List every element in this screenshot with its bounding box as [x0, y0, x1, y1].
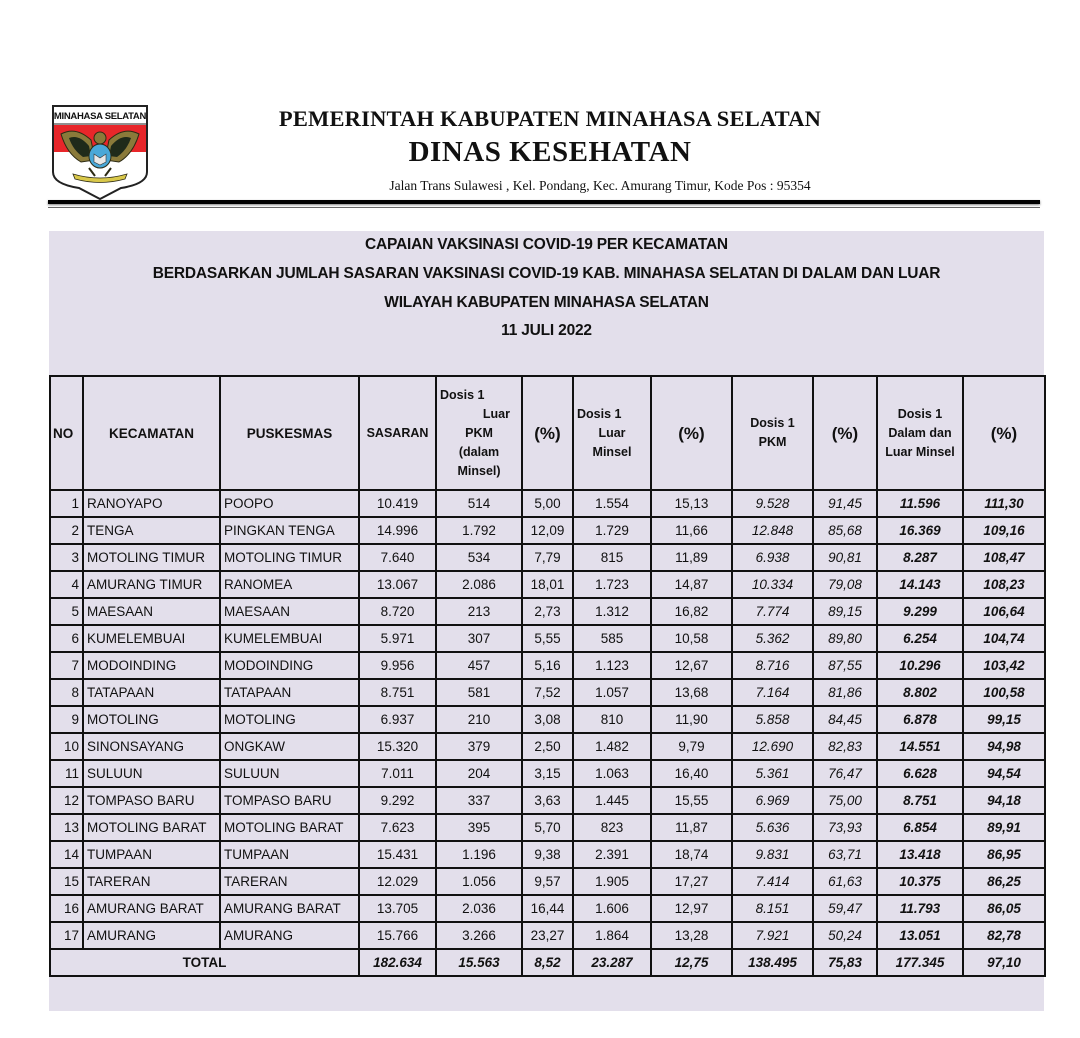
cell-pct-pkm: 84,45 — [813, 706, 877, 733]
cell-dalam-luar: 10.375 — [877, 868, 963, 895]
cell-pct-luar-pkm: 5,55 — [522, 625, 573, 652]
cell-dalam-luar: 8.802 — [877, 679, 963, 706]
cell-luar-pkm: 210 — [436, 706, 522, 733]
total-pct-pkm: 75,83 — [813, 949, 877, 976]
cell-pkm: 6.938 — [732, 544, 813, 571]
cell-pct-pkm: 87,55 — [813, 652, 877, 679]
cell-sasaran: 13.067 — [359, 571, 436, 598]
cell-kecamatan: AMURANG BARAT — [83, 895, 220, 922]
cell-pct-luar-minsel: 11,90 — [651, 706, 732, 733]
cell-pct-luar-pkm: 5,16 — [522, 652, 573, 679]
cell-dalam-luar: 14.551 — [877, 733, 963, 760]
cell-dalam-luar: 6.878 — [877, 706, 963, 733]
cell-dalam-luar: 8.287 — [877, 544, 963, 571]
header-line: Luar Minsel — [885, 444, 955, 459]
header-dosis1-pkm — [732, 376, 813, 490]
cell-sasaran: 8.751 — [359, 679, 436, 706]
cell-sasaran: 6.937 — [359, 706, 436, 733]
cell-pct-luar-minsel: 18,74 — [651, 841, 732, 868]
table-row — [50, 868, 1045, 895]
cell-luar-minsel: 2.391 — [573, 841, 651, 868]
cell-pkm: 7.164 — [732, 679, 813, 706]
cell-pct-dalam-luar: 111,30 — [963, 490, 1045, 517]
table-row — [50, 814, 1045, 841]
cell-pct-luar-pkm: 3,08 — [522, 706, 573, 733]
cell-pct-luar-pkm: 9,38 — [522, 841, 573, 868]
cell-pct-dalam-luar: 104,74 — [963, 625, 1045, 652]
cell-dalam-luar: 13.051 — [877, 922, 963, 949]
cell-pct-luar-minsel: 10,58 — [651, 625, 732, 652]
cell-pkm: 7.921 — [732, 922, 813, 949]
cell-kecamatan: SULUUN — [83, 760, 220, 787]
cell-kecamatan: TUMPAAN — [83, 841, 220, 868]
cell-puskesmas: POOPO — [220, 490, 359, 517]
cell-kecamatan: KUMELEMBUAI — [83, 625, 220, 652]
header-line: Dosis 1 — [750, 416, 795, 430]
cell-pct-pkm: 90,81 — [813, 544, 877, 571]
cell-luar-minsel: 585 — [573, 625, 651, 652]
cell-luar-pkm: 1.056 — [436, 868, 522, 895]
header-no: NO — [50, 376, 83, 490]
cell-pct-luar-pkm: 16,44 — [522, 895, 573, 922]
cell-pct-pkm: 89,15 — [813, 598, 877, 625]
cell-kecamatan: MODOINDING — [83, 652, 220, 679]
cell-no: 8 — [50, 679, 83, 706]
cell-luar-pkm: 581 — [436, 679, 522, 706]
cell-kecamatan: MOTOLING BARAT — [83, 814, 220, 841]
cell-pkm: 8.151 — [732, 895, 813, 922]
cell-dalam-luar: 14.143 — [877, 571, 963, 598]
total-pct-luar-pkm: 8,52 — [522, 949, 573, 976]
cell-pct-pkm: 63,71 — [813, 841, 877, 868]
cell-sasaran: 14.996 — [359, 517, 436, 544]
cell-pct-pkm: 73,93 — [813, 814, 877, 841]
cell-kecamatan: MOTOLING TIMUR — [83, 544, 220, 571]
cell-pkm: 12.848 — [732, 517, 813, 544]
cell-pct-dalam-luar: 106,64 — [963, 598, 1045, 625]
cell-pct-dalam-luar: 94,54 — [963, 760, 1045, 787]
table-body — [50, 490, 1045, 949]
letterhead — [0, 0, 1080, 215]
total-pct-luar-minsel: 12,75 — [651, 949, 732, 976]
cell-no: 17 — [50, 922, 83, 949]
cell-sasaran: 15.766 — [359, 922, 436, 949]
cell-no: 14 — [50, 841, 83, 868]
cell-pct-luar-minsel: 14,87 — [651, 571, 732, 598]
cell-pct-luar-pkm: 3,63 — [522, 787, 573, 814]
cell-pkm: 5.636 — [732, 814, 813, 841]
cell-sasaran: 9.292 — [359, 787, 436, 814]
cell-pkm: 9.528 — [732, 490, 813, 517]
cell-sasaran: 5.971 — [359, 625, 436, 652]
government-title: PEMERINTAH KABUPATEN MINAHASA SELATAN — [278, 106, 822, 131]
cell-puskesmas: MODOINDING — [220, 652, 359, 679]
cell-pct-dalam-luar: 99,15 — [963, 706, 1045, 733]
header-line: Dosis 1 — [897, 406, 943, 421]
table-header-row — [50, 376, 1045, 490]
cell-dalam-luar: 6.254 — [877, 625, 963, 652]
cell-puskesmas: SULUUN — [220, 760, 359, 787]
cell-luar-minsel: 1.123 — [573, 652, 651, 679]
header-dosis1-luar-minsel — [573, 376, 651, 490]
cell-kecamatan: AMURANG — [83, 922, 220, 949]
cell-pkm: 7.414 — [732, 868, 813, 895]
cell-no: 7 — [50, 652, 83, 679]
cell-pct-pkm: 75,00 — [813, 787, 877, 814]
cell-kecamatan: TOMPASO BARU — [83, 787, 220, 814]
header-kecamatan: KECAMATAN — [83, 376, 220, 490]
cell-pct-luar-pkm: 9,57 — [522, 868, 573, 895]
cell-pkm: 5.362 — [732, 625, 813, 652]
cell-pct-luar-pkm: 7,52 — [522, 679, 573, 706]
cell-pct-dalam-luar: 103,42 — [963, 652, 1045, 679]
cell-dalam-luar: 9.299 — [877, 598, 963, 625]
cell-no: 11 — [50, 760, 83, 787]
table-row — [50, 571, 1045, 598]
cell-pct-dalam-luar: 89,91 — [963, 814, 1045, 841]
header-line: Minsel) — [457, 463, 501, 478]
header-pct-luar-pkm: (%) — [522, 376, 573, 490]
header-puskesmas: PUSKESMAS — [220, 376, 359, 490]
cell-luar-pkm: 1.196 — [436, 841, 522, 868]
header-line: (dalam — [458, 444, 500, 459]
cell-luar-pkm: 204 — [436, 760, 522, 787]
cell-pct-dalam-luar: 109,16 — [963, 517, 1045, 544]
header-sasaran: SASARAN — [359, 376, 436, 490]
cell-pkm: 8.716 — [732, 652, 813, 679]
total-label: TOTAL — [50, 949, 359, 976]
table-row — [50, 706, 1045, 733]
header-pct-dalam-luar: (%) — [963, 376, 1045, 490]
cell-luar-minsel: 1.063 — [573, 760, 651, 787]
cell-puskesmas: TATAPAAN — [220, 679, 359, 706]
cell-luar-pkm: 337 — [436, 787, 522, 814]
cell-pct-pkm: 85,68 — [813, 517, 877, 544]
cell-luar-minsel: 1.057 — [573, 679, 651, 706]
cell-pct-luar-pkm: 12,09 — [522, 517, 573, 544]
cell-pkm: 10.334 — [732, 571, 813, 598]
cell-sasaran: 8.720 — [359, 598, 436, 625]
header-line: PKM — [758, 435, 787, 449]
cell-pct-luar-minsel: 15,13 — [651, 490, 732, 517]
cell-sasaran: 15.320 — [359, 733, 436, 760]
cell-pct-pkm: 76,47 — [813, 760, 877, 787]
cell-pkm: 7.774 — [732, 598, 813, 625]
cell-no: 6 — [50, 625, 83, 652]
cell-no: 2 — [50, 517, 83, 544]
cell-pct-luar-pkm: 7,79 — [522, 544, 573, 571]
cell-kecamatan: RANOYAPO — [83, 490, 220, 517]
cell-kecamatan: TARERAN — [83, 868, 220, 895]
address-line: Jalan Trans Sulawesi , Kel. Pondang, Kec. Amurang Timur, Kode Pos : 95354 — [389, 178, 811, 193]
table-row — [50, 760, 1045, 787]
header-line: Dosis 1 — [577, 406, 622, 421]
cell-puskesmas: MOTOLING TIMUR — [220, 544, 359, 571]
report-title: CAPAIAN VAKSINASI COVID-19 PER KECAMATAN — [365, 236, 728, 253]
table-row — [50, 517, 1045, 544]
letterhead-divider-thick — [48, 200, 1040, 204]
header-line: Luar — [482, 406, 510, 421]
table-row — [50, 922, 1045, 949]
cell-sasaran: 7.640 — [359, 544, 436, 571]
table-row — [50, 733, 1045, 760]
total-pct-dalam-luar: 97,10 — [963, 949, 1045, 976]
table-row — [50, 598, 1045, 625]
svg-text:MINAHASA SELATAN: MINAHASA SELATAN — [53, 111, 147, 122]
cell-pct-dalam-luar: 86,05 — [963, 895, 1045, 922]
report-sheet — [49, 231, 1044, 1011]
header-dosis1-dalam-luar — [877, 376, 963, 490]
cell-pct-luar-minsel: 16,40 — [651, 760, 732, 787]
cell-luar-pkm: 307 — [436, 625, 522, 652]
cell-pct-dalam-luar: 86,95 — [963, 841, 1045, 868]
cell-pct-luar-minsel: 16,82 — [651, 598, 732, 625]
cell-pct-pkm: 81,86 — [813, 679, 877, 706]
cell-pct-dalam-luar: 108,47 — [963, 544, 1045, 571]
cell-puskesmas: MAESAAN — [220, 598, 359, 625]
cell-luar-pkm: 514 — [436, 490, 522, 517]
cell-luar-pkm: 2.086 — [436, 571, 522, 598]
cell-kecamatan: AMURANG TIMUR — [83, 571, 220, 598]
cell-luar-minsel: 1.723 — [573, 571, 651, 598]
table-row — [50, 490, 1045, 517]
total-sasaran: 182.634 — [359, 949, 436, 976]
cell-luar-pkm: 1.792 — [436, 517, 522, 544]
cell-pct-luar-pkm: 5,00 — [522, 490, 573, 517]
cell-puskesmas: MOTOLING — [220, 706, 359, 733]
cell-pkm: 12.690 — [732, 733, 813, 760]
cell-luar-minsel: 1.606 — [573, 895, 651, 922]
cell-pct-pkm: 79,08 — [813, 571, 877, 598]
cell-dalam-luar: 13.418 — [877, 841, 963, 868]
cell-luar-minsel: 815 — [573, 544, 651, 571]
total-luar-pkm: 15.563 — [436, 949, 522, 976]
table-row — [50, 787, 1045, 814]
report-date: 11 JULI 2022 — [501, 322, 592, 339]
cell-pkm: 5.361 — [732, 760, 813, 787]
cell-puskesmas: TOMPASO BARU — [220, 787, 359, 814]
cell-pct-dalam-luar: 100,58 — [963, 679, 1045, 706]
cell-kecamatan: MOTOLING — [83, 706, 220, 733]
cell-dalam-luar: 6.628 — [877, 760, 963, 787]
cell-no: 15 — [50, 868, 83, 895]
cell-pct-pkm: 59,47 — [813, 895, 877, 922]
cell-no: 10 — [50, 733, 83, 760]
cell-dalam-luar: 6.854 — [877, 814, 963, 841]
cell-luar-minsel: 1.445 — [573, 787, 651, 814]
cell-dalam-luar: 11.793 — [877, 895, 963, 922]
cell-pct-dalam-luar: 94,18 — [963, 787, 1045, 814]
cell-pct-luar-minsel: 11,89 — [651, 544, 732, 571]
total-row — [50, 949, 1045, 976]
cell-pct-dalam-luar: 82,78 — [963, 922, 1045, 949]
cell-dalam-luar: 11.596 — [877, 490, 963, 517]
cell-puskesmas: RANOMEA — [220, 571, 359, 598]
table-row — [50, 652, 1045, 679]
cell-no: 4 — [50, 571, 83, 598]
total-dalam-luar: 177.345 — [877, 949, 963, 976]
table-row — [50, 679, 1045, 706]
header-line: Dalam dan — [888, 425, 952, 440]
header-pct-luar-minsel: (%) — [651, 376, 732, 490]
cell-pct-luar-minsel: 9,79 — [651, 733, 732, 760]
cell-pct-luar-pkm: 3,15 — [522, 760, 573, 787]
cell-pct-luar-minsel: 12,67 — [651, 652, 732, 679]
cell-no: 9 — [50, 706, 83, 733]
cell-puskesmas: TARERAN — [220, 868, 359, 895]
cell-pct-dalam-luar: 108,23 — [963, 571, 1045, 598]
header-dosis1-luar-pkm — [436, 376, 522, 490]
vaccination-table — [49, 375, 1046, 977]
cell-sasaran: 7.011 — [359, 760, 436, 787]
cell-pct-luar-minsel: 11,66 — [651, 517, 732, 544]
cell-pct-luar-pkm: 23,27 — [522, 922, 573, 949]
cell-pct-dalam-luar: 94,98 — [963, 733, 1045, 760]
cell-pct-luar-pkm: 2,73 — [522, 598, 573, 625]
table-row — [50, 895, 1045, 922]
cell-luar-minsel: 1.482 — [573, 733, 651, 760]
header-line: Luar — [598, 425, 626, 440]
cell-pct-luar-minsel: 13,28 — [651, 922, 732, 949]
minahasa-selatan-crest-logo — [51, 104, 149, 200]
cell-puskesmas: MOTOLING BARAT — [220, 814, 359, 841]
cell-pct-luar-minsel: 11,87 — [651, 814, 732, 841]
cell-pct-luar-minsel: 15,55 — [651, 787, 732, 814]
cell-luar-pkm: 457 — [436, 652, 522, 679]
letterhead-divider-thin — [48, 207, 1040, 208]
cell-kecamatan: TATAPAAN — [83, 679, 220, 706]
cell-pkm: 9.831 — [732, 841, 813, 868]
cell-dalam-luar: 8.751 — [877, 787, 963, 814]
cell-puskesmas: PINGKAN TENGA — [220, 517, 359, 544]
cell-pct-luar-minsel: 12,97 — [651, 895, 732, 922]
cell-pct-pkm: 91,45 — [813, 490, 877, 517]
table-row — [50, 841, 1045, 868]
cell-puskesmas: ONGKAW — [220, 733, 359, 760]
cell-luar-minsel: 810 — [573, 706, 651, 733]
total-pkm: 138.495 — [732, 949, 813, 976]
cell-luar-pkm: 395 — [436, 814, 522, 841]
cell-pct-luar-minsel: 17,27 — [651, 868, 732, 895]
cell-luar-pkm: 213 — [436, 598, 522, 625]
cell-luar-pkm: 379 — [436, 733, 522, 760]
cell-puskesmas: AMURANG BARAT — [220, 895, 359, 922]
cell-luar-minsel: 1.554 — [573, 490, 651, 517]
cell-pct-pkm: 50,24 — [813, 922, 877, 949]
cell-sasaran: 15.431 — [359, 841, 436, 868]
header-line: PKM — [465, 425, 493, 440]
header-line: Minsel — [592, 444, 632, 459]
cell-pkm: 5.858 — [732, 706, 813, 733]
cell-sasaran: 7.623 — [359, 814, 436, 841]
table-row — [50, 544, 1045, 571]
cell-pct-pkm: 89,80 — [813, 625, 877, 652]
cell-pct-luar-pkm: 18,01 — [522, 571, 573, 598]
cell-luar-pkm: 534 — [436, 544, 522, 571]
cell-luar-minsel: 1.864 — [573, 922, 651, 949]
cell-dalam-luar: 16.369 — [877, 517, 963, 544]
total-luar-minsel: 23.287 — [573, 949, 651, 976]
cell-kecamatan: MAESAAN — [83, 598, 220, 625]
cell-luar-minsel: 1.312 — [573, 598, 651, 625]
cell-kecamatan: SINONSAYANG — [83, 733, 220, 760]
header-line: Dosis 1 — [440, 387, 485, 402]
cell-dalam-luar: 10.296 — [877, 652, 963, 679]
cell-pct-pkm: 61,63 — [813, 868, 877, 895]
department-title: DINAS KESEHATAN — [408, 136, 692, 168]
cell-sasaran: 9.956 — [359, 652, 436, 679]
cell-luar-pkm: 3.266 — [436, 922, 522, 949]
report-subtitle-line1: BERDASARKAN JUMLAH SASARAN VAKSINASI COVID-19 KAB. MINAHASA SELATAN DI DALAM DAN LUAR — [152, 265, 941, 282]
cell-kecamatan: TENGA — [83, 517, 220, 544]
cell-luar-minsel: 1.729 — [573, 517, 651, 544]
cell-pct-luar-pkm: 5,70 — [522, 814, 573, 841]
report-subtitle-line2: WILAYAH KABUPATEN MINAHASA SELATAN — [384, 294, 709, 311]
cell-sasaran: 10.419 — [359, 490, 436, 517]
cell-no: 13 — [50, 814, 83, 841]
cell-pkm: 6.969 — [732, 787, 813, 814]
cell-luar-minsel: 823 — [573, 814, 651, 841]
table-row — [50, 625, 1045, 652]
cell-puskesmas: KUMELEMBUAI — [220, 625, 359, 652]
header-pct-pkm: (%) — [813, 376, 877, 490]
cell-pct-luar-minsel: 13,68 — [651, 679, 732, 706]
cell-no: 1 — [50, 490, 83, 517]
cell-luar-pkm: 2.036 — [436, 895, 522, 922]
cell-luar-minsel: 1.905 — [573, 868, 651, 895]
cell-sasaran: 12.029 — [359, 868, 436, 895]
cell-no: 16 — [50, 895, 83, 922]
cell-puskesmas: AMURANG — [220, 922, 359, 949]
cell-pct-pkm: 82,83 — [813, 733, 877, 760]
cell-pct-luar-pkm: 2,50 — [522, 733, 573, 760]
cell-sasaran: 13.705 — [359, 895, 436, 922]
cell-no: 5 — [50, 598, 83, 625]
cell-no: 3 — [50, 544, 83, 571]
cell-pct-dalam-luar: 86,25 — [963, 868, 1045, 895]
cell-no: 12 — [50, 787, 83, 814]
cell-puskesmas: TUMPAAN — [220, 841, 359, 868]
